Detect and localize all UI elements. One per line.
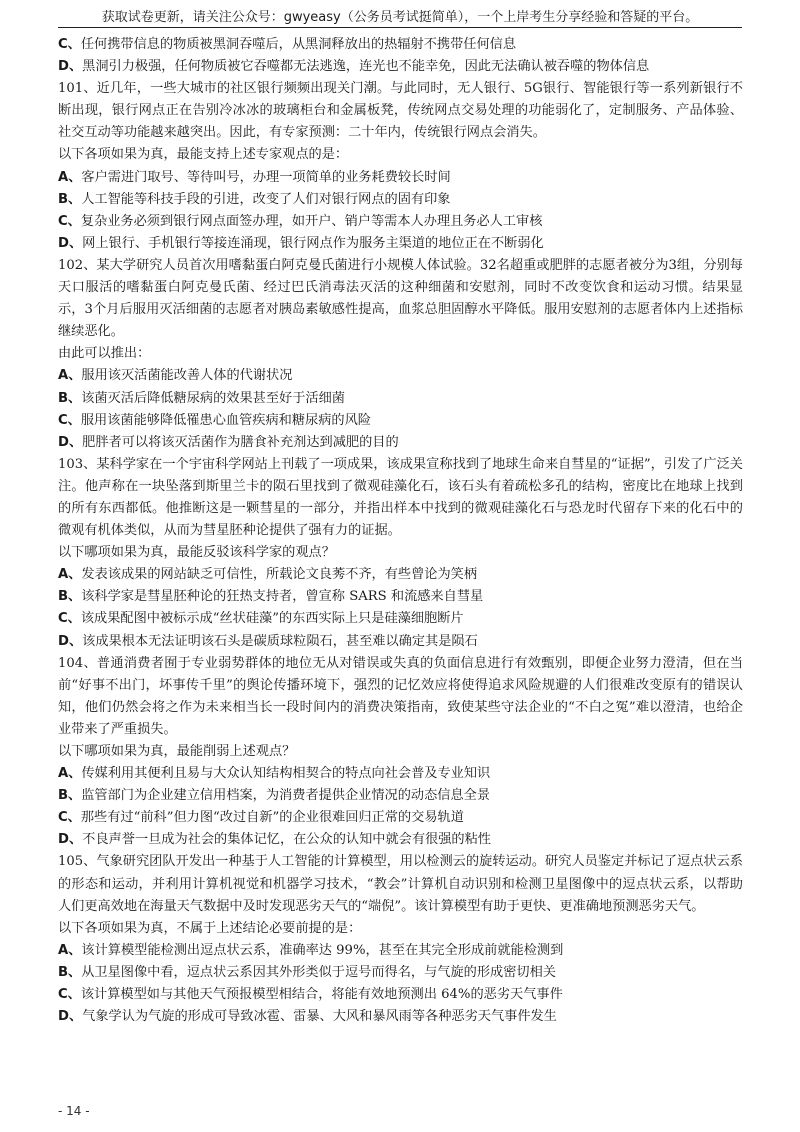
option-text: 服用该菌能够降低罹患心血管疾病和糖尿病的风险	[80, 412, 371, 428]
option-text: 气象学认为气旋的形成可导致冰雹、雷暴、大风和暴风雨等各种恶劣天气事件发生	[82, 1009, 557, 1025]
option-text: 该成果根本无法证明该石头是碳质球粒陨石，甚至难以确定其是陨石	[82, 633, 478, 649]
option-label: B、	[58, 964, 82, 980]
option-label: D、	[58, 832, 83, 848]
question-105-stem: 以下各项如果为真，不属于上述结论必要前提的是：	[58, 920, 362, 936]
option-b	[58, 189, 743, 211]
question-101-passage: 101、近几年，一些大城市的社区银行频频出现关门潮。与此同时，无人银行、5G银行、智能银行等一系列新银行不断出现，银行网点正在告别冷冰冰的玻璃柜台和金属板凳，传统网点交易处理的功能弱化了，定制服务、产品体验、社交互动等功能越来越突出。因此，有专家预测：二十年内，传统银行网点会消失。	[58, 81, 743, 141]
option-b	[58, 388, 743, 410]
option-label: C、	[58, 37, 81, 52]
option-label: C、	[58, 987, 81, 1003]
option-c	[58, 34, 743, 56]
option-label: D、	[58, 434, 83, 450]
option-text: 该成果配图中被标示成“丝状硅藻”的东西实际上只是硅藻细胞断片	[80, 611, 464, 627]
option-a	[58, 940, 743, 962]
question-103-stem: 以下哪项如果为真，最能反驳该科学家的观点？	[58, 545, 335, 561]
option-d	[58, 829, 743, 851]
option-c	[58, 211, 743, 233]
option-c	[58, 608, 743, 630]
header-divider	[58, 27, 742, 28]
option-a	[58, 763, 743, 785]
option-label: B、	[58, 191, 82, 207]
question-102-passage: 102、某大学研究人员首次用嗜黏蛋白阿克曼氏菌进行小规模人体试验。32名超重或肥胖的志愿者被分为3组，分别每天口服活的嗜黏蛋白阿克曼氏菌、经过巴氏消毒法灭活的这种细菌和安慰剂，同时不改变饮食和运动习惯。结果显示，3个月后服用灭活细菌的志愿者对胰岛素敏感性提高，血浆总胆固醇水平降低。服用安慰剂的志愿者体内上述指标继续恶化。	[58, 257, 743, 340]
option-text: 网上银行、手机银行等接连涌现，银行网点作为服务主渠道的地位正在不断弱化	[82, 235, 544, 251]
option-b	[58, 586, 743, 608]
option-label: A、	[58, 368, 82, 384]
option-c	[58, 984, 743, 1006]
option-label: A、	[58, 169, 82, 185]
question-104-passage: 104、普通消费者囿于专业弱势群体的地位无从对错误或失真的负面信息进行有效甄别，即便企业努力澄清，但在当前“好事不出门，坏事传千里”的舆论传播环境下，强烈的记忆效应将使得追求风险规避的人们很难改变原有的错误认知，他们仍然会将之作为未来相当长一段时间内的消费决策指南，致使某些守法企业的“不白之冤”难以澄清，也给企业带来了严重损失。	[58, 655, 743, 737]
option-label: C、	[58, 611, 81, 627]
option-d	[58, 631, 743, 653]
option-text: 从卫星图像中看，逗点状云系因其外形类似于逗号而得名，与气旋的形成密切相关	[81, 964, 556, 980]
option-label: C、	[58, 810, 81, 826]
option-text: 发表该成果的网站缺乏可信性，所载论文良莠不齐，有些曾论为笑柄	[81, 567, 478, 583]
option-c	[58, 807, 743, 829]
option-label: B、	[58, 390, 82, 406]
option-text: 客户需进门取号、等待叫号，办理一项简单的业务耗费较长时间	[81, 169, 451, 185]
option-label: D、	[58, 59, 83, 75]
option-label: A、	[58, 567, 82, 583]
option-a	[58, 167, 743, 189]
option-b	[58, 962, 743, 984]
option-text: 监管部门为企业建立信用档案，为消费者提供企业情况的动态信息全景	[81, 788, 491, 804]
option-label: C、	[58, 213, 81, 229]
option-text: 该科学家是彗星胚种论的狂热支持者，曾宣称 SARS 和流感来自彗星	[81, 589, 484, 605]
option-text: 服用该灭活菌能改善人体的代谢状况	[81, 368, 293, 384]
option-text: 该菌灭活后降低糖尿病的效果甚至好于活细菌	[81, 390, 345, 406]
option-text: 肥胖者可以将该灭活菌作为膳食补充剂达到减肥的目的	[82, 434, 399, 450]
page-content	[58, 34, 743, 1028]
option-label: A、	[58, 942, 82, 958]
question-101-stem: 以下各项如果为真，最能支持上述专家观点的是：	[58, 147, 349, 163]
option-text: 任何携带信息的物质被黑洞吞噬后，从黑洞释放出的热辐射不携带任何信息	[80, 37, 517, 52]
page-header: 获取试卷更新，请关注公众号：gwyeasy（公务员考试挺简单），一个上岸考生分享经验和答疑的平台。	[101, 10, 699, 25]
page-number: - 14 -	[58, 1104, 90, 1118]
option-label: C、	[58, 412, 81, 428]
question-104-stem: 以下哪项如果为真，最能削弱上述观点？	[58, 744, 296, 759]
option-label: B、	[58, 788, 82, 804]
option-text: 人工智能等科技手段的引进，改变了人们对银行网点的固有印象	[81, 191, 451, 207]
question-103-passage: 103、某科学家在一个宇宙科学网站上刊载了一项成果，该成果宣称找到了地球生命来自彗星的“证据”，引发了广泛关注。他声称在一块坠落到斯里兰卡的陨石里找到了微观硅藻化石，该石头有着疏松多孔的结构，密度比在地球上找到的所有东西都低。他推断这是一颗彗星的一部分，并指出样本中找到的微观硅藻化石与恐龙时代留存下来的化石中的微观有机体类似，从而为彗星胚种论提供了强有力的证据。	[58, 456, 743, 539]
option-text: 不良声誉一旦成为社会的集体记忆，在公众的认知中就会有很强的粘性	[82, 832, 491, 848]
option-label: A、	[58, 766, 82, 782]
option-label: D、	[58, 235, 83, 251]
option-d	[58, 432, 743, 454]
option-text: 传媒利用其便利且易与大众认知结构相契合的特点向社会普及专业知识	[81, 766, 491, 782]
option-a	[58, 564, 743, 586]
option-text: 那些有过“前科”但力图“改过自新”的企业很难回归正常的交易轨道	[80, 810, 464, 826]
option-text: 该计算模型能检测出逗点状云系，准确率达 99%，甚至在其完全形成前就能检测到	[81, 942, 564, 958]
option-c	[58, 410, 743, 432]
option-text: 该计算模型如与其他天气预报模型相结合，将能有效地预测出 64%的恶劣天气事件	[80, 987, 563, 1003]
option-text: 黑洞引力极强，任何物质被它吞噬都无法逃逸，连光也不能幸免，因此无法确认被吞噬的物体信息	[82, 59, 650, 75]
option-a	[58, 365, 743, 387]
option-d	[58, 56, 743, 78]
option-d	[58, 1006, 743, 1028]
option-label: D、	[58, 1009, 83, 1025]
question-102-stem: 由此可以推出：	[58, 346, 151, 362]
option-label: B、	[58, 589, 82, 605]
option-d	[58, 233, 743, 255]
option-label: D、	[58, 633, 83, 649]
option-text: 复杂业务必须到银行网点面签办理，如开户、销户等需本人办理且务必人工审核	[80, 213, 543, 229]
question-105-passage: 105、气象研究团队开发出一种基于人工智能的计算模型，用以检测云的旋转运动。研究人员鉴定并标记了逗点状云系的形态和运动，并利用计算机视觉和机器学习技术，“教会”计算机自动识别和检测卫星图像中的逗点状云系，以帮助人们更高效地在海量天气数据中及时发现恶劣天气的“端倪”。该计算模型有助于更快、更准确地预测恶劣天气。	[58, 854, 743, 914]
option-b	[58, 785, 743, 807]
